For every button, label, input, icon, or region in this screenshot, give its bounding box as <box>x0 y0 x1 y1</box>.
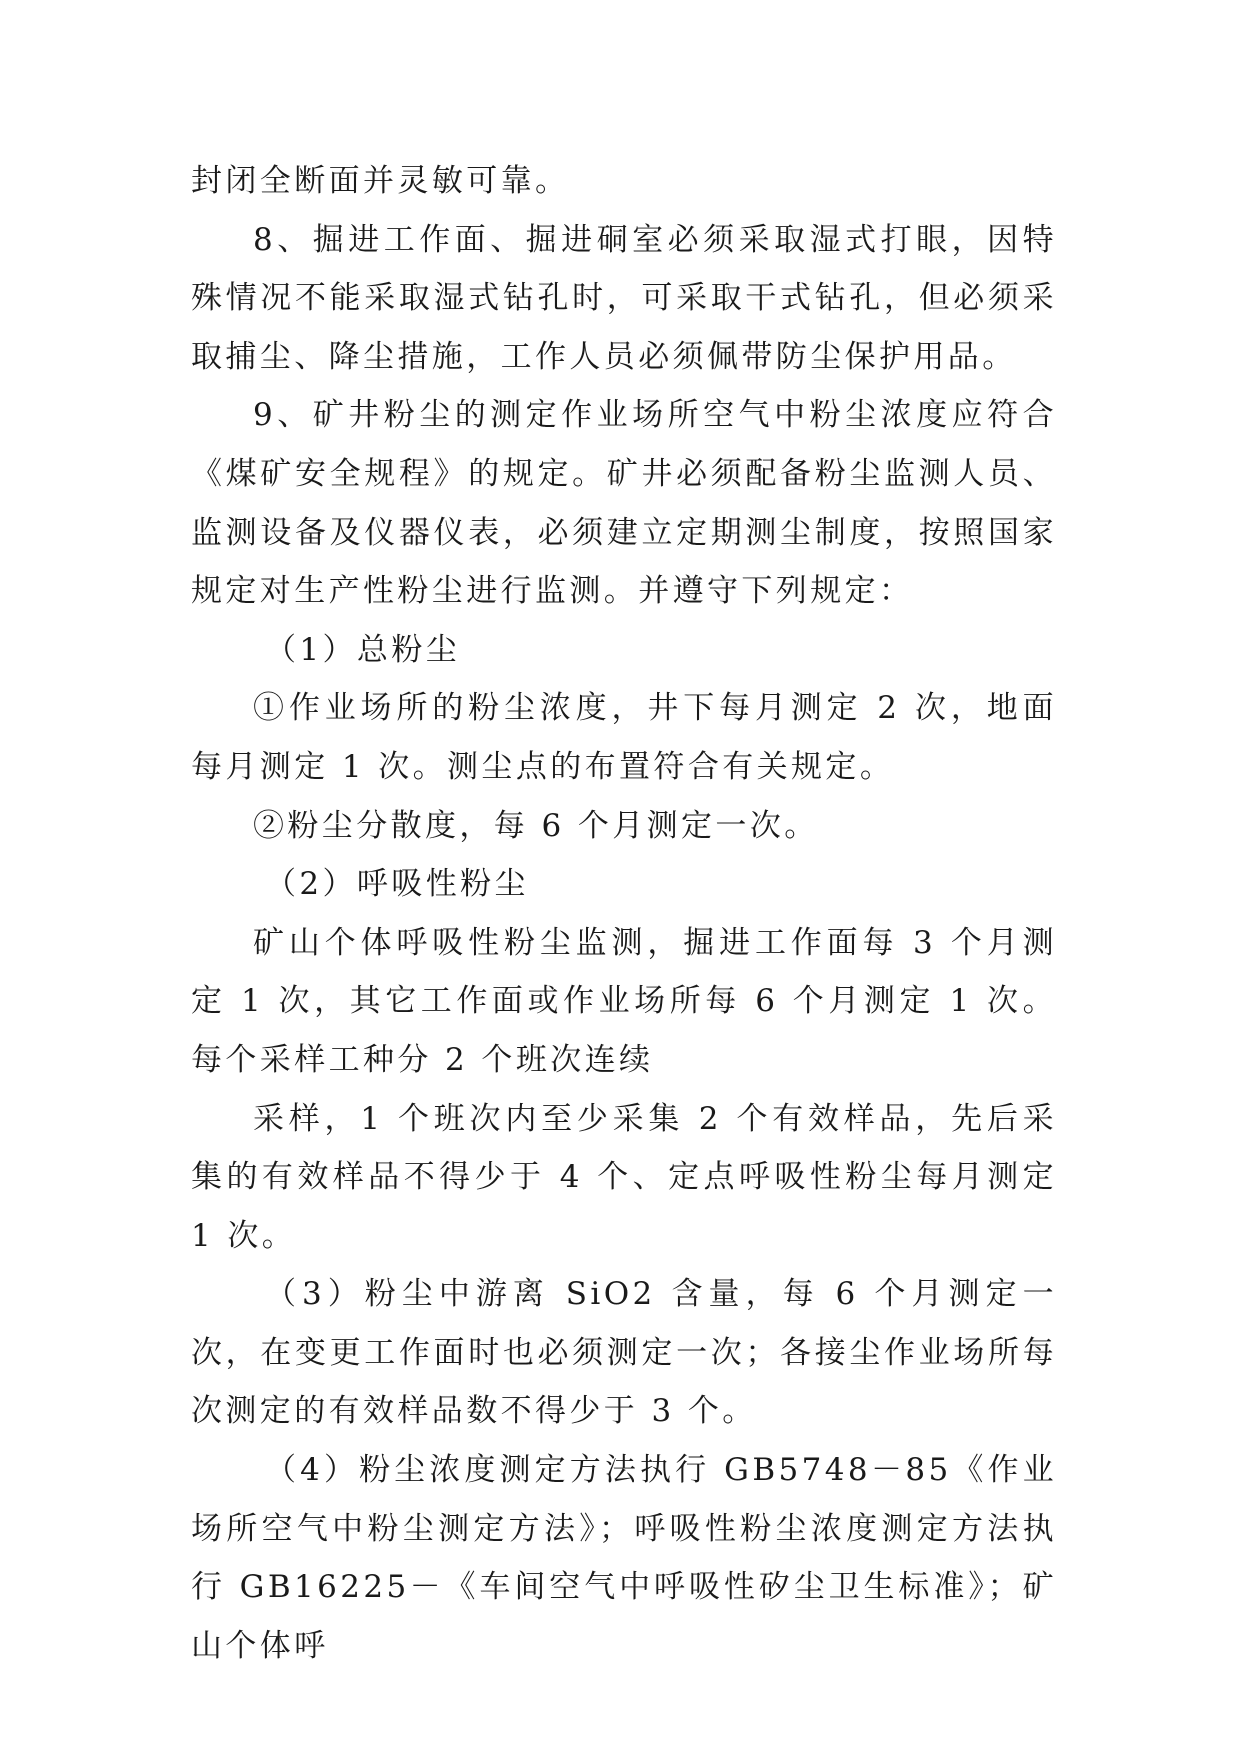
paragraph-continuation: 封闭全断面并灵敏可靠。 <box>191 163 570 199</box>
paragraph-individual-monitoring: 矿山个体呼吸性粉尘监测，掘进工作面每 3 个月测定 1 次，其它工作面或作业场所每 6 个月测定 1 次。每个采样工种分 2 个班次连续 <box>191 924 1057 1078</box>
body-text <box>191 152 1057 1675</box>
paragraph-test-methods: （4）粉尘浓度测定方法执行 GB5748－85《作业场所空气中粉尘测定方法》；呼吸性粉尘浓度测定方法执行 GB16225－《车间空气中呼吸性矽尘卫生标准》；矿山个体呼 <box>191 1452 1057 1664</box>
paragraph-item-8: 8、掘进工作面、掘进硐室必须采取湿式打眼，因特殊情况不能采取湿式钻孔时，可采取干式钻孔，但必须采取捕尘、降尘措施，工作人员必须佩带防尘保护用品。 <box>191 221 1057 375</box>
paragraph-sampling: 采样，1 个班次内至少采集 2 个有效样品，先后采集的有效样品不得少于 4 个、定点呼吸性粉尘每月测定 1 次。 <box>191 1100 1057 1254</box>
paragraph-dust-concentration: ①作业场所的粉尘浓度，井下每月测定 2 次，地面每月测定 1 次。测尘点的布置符合有关规定。 <box>191 690 1057 785</box>
subheading-respirable-dust: （2）呼吸性粉尘 <box>265 866 529 903</box>
paragraph-sio2-content: （3）粉尘中游离 SiO2 含量，每 6 个月测定一次，在变更工作面时也必须测定一次；各接尘作业场所每次测定的有效样品数不得少于 3 个。 <box>191 1276 1057 1430</box>
subheading-total-dust: （1）总粉尘 <box>265 631 461 668</box>
paragraph-item-9: 9、矿井粉尘的测定作业场所空气中粉尘浓度应符合《煤矿安全规程》的规定。矿井必须配备粉尘监测人员、监测设备及仪器仪表，必须建立定期测尘制度，按照国家规定对生产性粉尘进行监测。并遵守下列规定： <box>191 397 1057 610</box>
paragraph-dust-dispersion: ②粉尘分散度，每 6 个月测定一次。 <box>253 807 819 844</box>
